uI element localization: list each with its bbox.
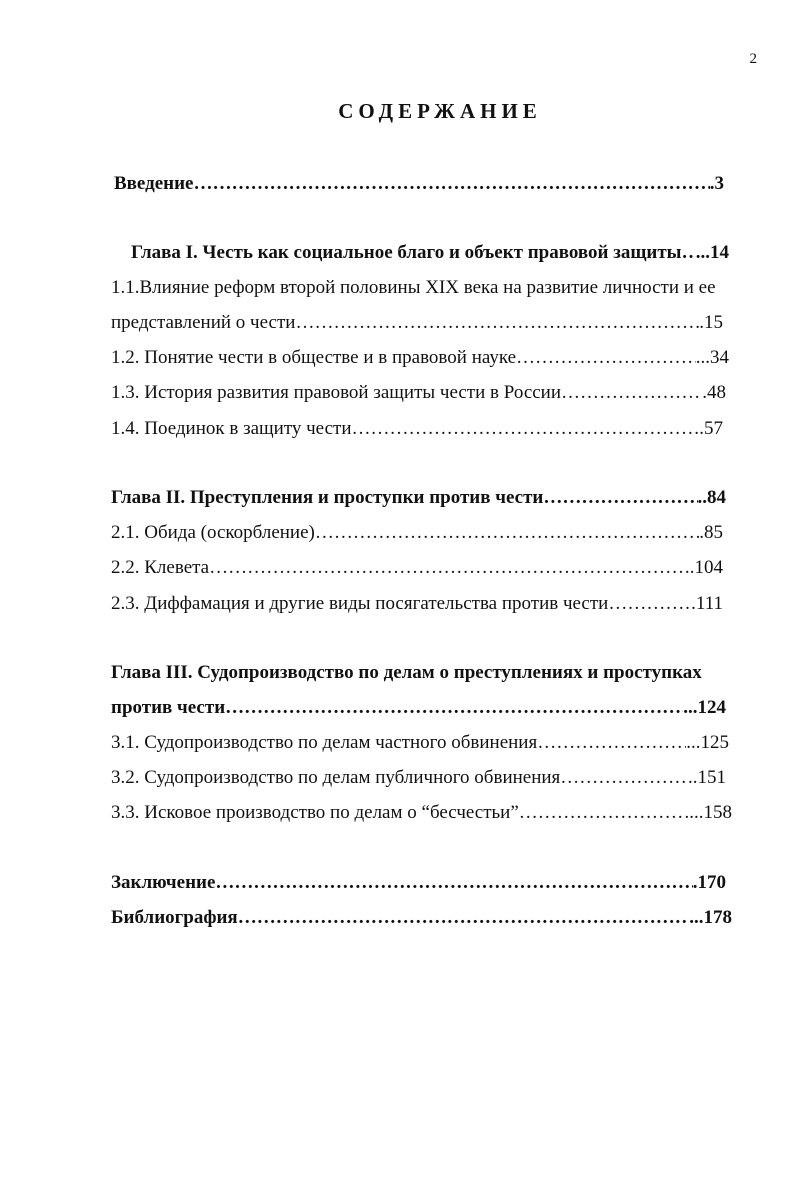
toc-entry-3-3 [111, 801, 732, 825]
dot-leader [543, 486, 697, 510]
toc-entry-label: 3.2. Судопроизводство по делам публичного обвинения [111, 767, 561, 788]
toc-entry-chapter-3-line-1: Глава III. Судопроизводство по делам о преступлениях и проступках [111, 662, 702, 683]
dot-leader [209, 556, 690, 580]
dot-leader [560, 766, 688, 790]
toc-entry-page: ...178 [689, 907, 732, 928]
toc-entry-1-1-line-1: 1.1.Влияние реформ второй половины XIX века на развитие личности и ее [111, 277, 716, 298]
dot-leader [561, 381, 702, 405]
toc-entry-conclusion [111, 871, 726, 895]
toc-entry-page: .111 [691, 593, 723, 614]
page-number: 2 [749, 51, 757, 67]
dot-leader [608, 592, 691, 616]
toc-entry-label: 1.4. Поединок в защиту чести [111, 418, 352, 439]
toc-entry-2-2 [111, 556, 723, 580]
toc-entry-3-1 [111, 731, 729, 755]
toc-entry-2-1 [111, 521, 723, 545]
toc-entry-label: 3.3. Исковое производство по делам о “бесчестьи” [111, 802, 519, 823]
dot-leader [295, 311, 699, 335]
toc-entry-page: .3 [709, 173, 724, 194]
toc-entry-introduction [114, 172, 724, 196]
toc-entry-label: 2.1. Обида (оскорбление) [111, 522, 315, 543]
toc-entry-label: 1.2. Понятие чести в обществе и в правовой науке [111, 347, 517, 368]
toc-entry-label: 2.2. Клевета [111, 557, 210, 578]
toc-entry-page: ...125 [686, 732, 729, 753]
toc-entry-3-2 [111, 766, 726, 790]
dot-leader [225, 696, 683, 720]
toc-entry-1-4 [111, 417, 723, 441]
toc-entry-page: .170 [692, 872, 726, 893]
dot-leader [315, 521, 699, 545]
toc-entry-page: .15 [699, 312, 723, 333]
toc-entry-label: 1.3. История развития правовой защиты чести в России [111, 382, 562, 403]
toc-entry-label: против чести [111, 697, 226, 718]
toc-entry-1-3 [111, 381, 726, 405]
toc-entry-page: .57 [699, 418, 723, 439]
toc-entry-page: ....158 [684, 802, 732, 823]
toc-entry-1-2 [111, 346, 729, 370]
toc-entry-1-1-line-2 [111, 311, 723, 335]
toc-title: СОДЕРЖАНИЕ [338, 99, 542, 123]
toc-entry-chapter-1 [131, 241, 729, 265]
dot-leader [519, 801, 685, 825]
toc-entry-label: Библиография [111, 907, 238, 928]
toc-entry-page: ..151 [688, 767, 726, 788]
toc-entry-page: .48 [702, 382, 726, 403]
dot-leader [682, 241, 696, 265]
toc-entry-page: ..84 [697, 487, 726, 508]
dot-leader [238, 906, 690, 930]
toc-entry-page: ...124 [683, 697, 726, 718]
toc-entry-page: ...34 [695, 347, 729, 368]
toc-entry-label: 3.1. Судопроизводство по делам частного обвинения [111, 732, 538, 753]
toc-entry-label: Глава II. Преступления и проступки против чести [111, 487, 544, 508]
dot-leader [516, 346, 696, 370]
toc-entry-label: Заключение [111, 872, 216, 893]
toc-entry-page: .104 [689, 557, 723, 578]
toc-entry-label: 2.3. Диффамация и другие виды посягательства против чести [111, 593, 609, 614]
toc-entry-chapter-2 [111, 486, 726, 510]
toc-entry-page: ...14 [695, 242, 729, 263]
dot-leader [537, 731, 686, 755]
toc-entry-label: представлений о чести [111, 312, 296, 333]
toc-entry-label: Введение [114, 173, 194, 194]
toc-entry-label: Глава I. Честь как социальное благо и объект правовой защиты [131, 242, 682, 263]
toc-entry-bibliography [111, 906, 732, 930]
toc-entry-2-3 [111, 592, 723, 616]
dot-leader [194, 172, 710, 196]
dot-leader [215, 871, 692, 895]
toc-entry-chapter-3-line-2 [111, 696, 726, 720]
toc-entry-page: .85 [699, 522, 723, 543]
dot-leader [352, 417, 700, 441]
